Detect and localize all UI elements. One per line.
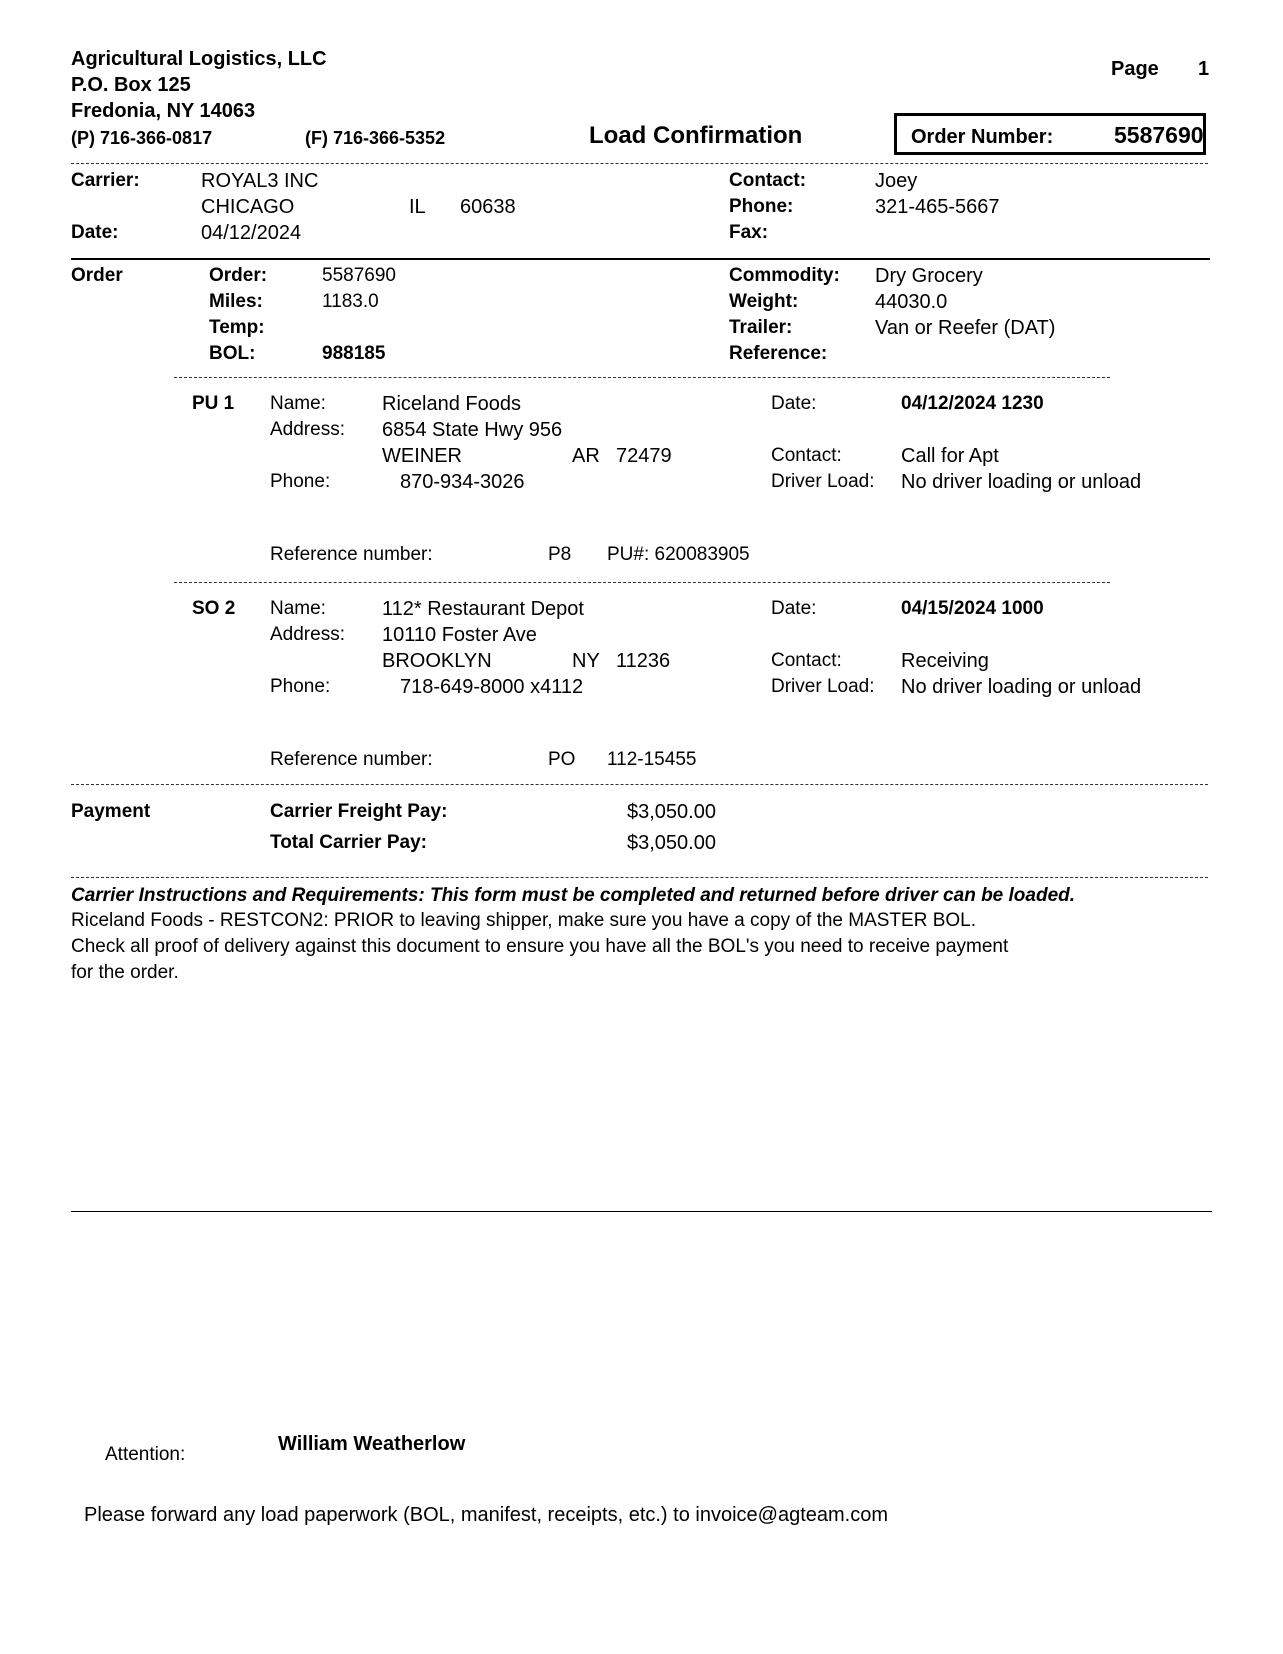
stop-date: 04/15/2024 1000	[901, 598, 1044, 619]
carrier-contact: Joey	[875, 170, 918, 192]
total-carrier-pay-label: Total Carrier Pay:	[270, 832, 427, 853]
stop-contact: Receiving	[901, 650, 989, 672]
stop-state: NY	[572, 650, 600, 672]
order-label: Order:	[209, 265, 268, 286]
document-title: Load Confirmation	[589, 122, 803, 149]
stop-reference-label: Reference number:	[270, 749, 433, 770]
reference-label: Reference:	[729, 343, 828, 364]
stop-phone: 718-649-8000 x4112	[400, 676, 584, 698]
instructions-line-2: Check all proof of delivery against this document to ensure you have all the BOL's you need to receive payment	[71, 936, 1009, 957]
stop-zip: 11236	[616, 650, 671, 672]
stop-code: SO 2	[192, 598, 236, 619]
stop-reference-type: P8	[548, 544, 572, 565]
page-label: Page	[1111, 58, 1159, 80]
payment-divider	[71, 877, 1208, 878]
stop-driver-load-label: Driver Load:	[771, 471, 875, 492]
carrier-label: Carrier:	[71, 170, 140, 191]
signature-line	[71, 1211, 1212, 1212]
carrier-city: CHICAGO	[201, 196, 295, 218]
stop-driver-load-label: Driver Load:	[771, 676, 875, 697]
miles-label: Miles:	[209, 291, 263, 312]
stops-end-divider	[71, 784, 1208, 785]
stop-reference-label: Reference number:	[270, 544, 433, 565]
stop-address-label: Address:	[270, 419, 345, 440]
stop-city: BROOKLYN	[382, 650, 492, 672]
stop-phone-label: Phone:	[270, 471, 331, 492]
temp-label: Temp:	[209, 317, 265, 338]
company-po-box: P.O. Box 125	[71, 74, 191, 96]
stop-reference-type: PO	[548, 749, 576, 770]
order-number-box	[894, 113, 1206, 155]
stop-reference-value: 112-15455	[607, 749, 697, 770]
carrier-date-label: Date:	[71, 222, 119, 243]
stop-divider	[174, 582, 1110, 583]
stop-zip: 72479	[616, 445, 672, 467]
order-divider	[174, 377, 1110, 378]
order-section-label: Order	[71, 265, 123, 286]
stop-contact: Call for Apt	[901, 445, 999, 467]
company-city: Fredonia, NY 14063	[71, 100, 256, 122]
carrier-name: ROYAL3 INC	[201, 170, 319, 192]
stop-contact-label: Contact:	[771, 445, 842, 466]
stop-street: 10110 Foster Ave	[382, 624, 537, 646]
stop-phone: 870-934-3026	[400, 471, 525, 493]
page-number: 1	[1198, 58, 1210, 80]
stop-contact-label: Contact:	[771, 650, 842, 671]
weight-label: Weight:	[729, 291, 799, 312]
instructions-heading: Carrier Instructions and Requirements: This form must be completed and returned before driver can be loaded.	[71, 885, 1076, 906]
carrier-fax-label: Fax:	[729, 222, 769, 243]
stop-date-label: Date:	[771, 598, 817, 619]
stop-name: 112* Restaurant Depot	[382, 598, 584, 620]
company-phone: (P) 716-366-0817	[71, 128, 213, 148]
header-divider	[71, 163, 1208, 164]
bol-value: 988185	[322, 343, 386, 364]
carrier-freight-pay-value: $3,050.00	[627, 801, 716, 823]
stop-address-label: Address:	[270, 624, 345, 645]
carrier-freight-pay-label: Carrier Freight Pay:	[270, 801, 448, 822]
stop-date: 04/12/2024 1230	[901, 393, 1044, 414]
carrier-divider	[71, 258, 1210, 260]
stop-date-label: Date:	[771, 393, 817, 414]
stop-name-label: Name:	[270, 393, 326, 414]
instructions-line-1: Riceland Foods - RESTCON2: PRIOR to leaving shipper, make sure you have a copy of the MASTER BOL.	[71, 910, 977, 931]
company-fax: (F) 716-366-5352	[305, 128, 446, 148]
bol-label: BOL:	[209, 343, 256, 364]
trailer-label: Trailer:	[729, 317, 793, 338]
carrier-zip: 60638	[460, 196, 516, 218]
company-name: Agricultural Logistics, LLC	[71, 48, 327, 70]
attention-name: William Weatherlow	[278, 1433, 466, 1455]
carrier-state: IL	[409, 196, 426, 218]
stop-phone-label: Phone:	[270, 676, 331, 697]
carrier-date: 04/12/2024	[201, 222, 302, 244]
carrier-phone: 321-465-5667	[875, 196, 1000, 218]
stop-driver-load: No driver loading or unload	[901, 471, 1142, 493]
carrier-contact-label: Contact:	[729, 170, 807, 191]
instructions-line-3: for the order.	[71, 962, 179, 983]
stop-street: 6854 State Hwy 956	[382, 419, 563, 441]
stop-reference-value: PU#: 620083905	[607, 544, 750, 565]
carrier-phone-label: Phone:	[729, 196, 794, 217]
order-number-value: 5587690	[1114, 122, 1204, 148]
miles-value: 1183.0	[322, 291, 379, 312]
stop-state: AR	[572, 445, 600, 467]
total-carrier-pay-value: $3,050.00	[627, 832, 716, 854]
commodity-label: Commodity:	[729, 265, 840, 286]
attention-label: Attention:	[105, 1444, 186, 1465]
payment-label: Payment	[71, 801, 151, 822]
stop-city: WEINER	[382, 445, 462, 467]
weight-value: 44030.0	[875, 291, 948, 313]
stop-name-label: Name:	[270, 598, 326, 619]
stop-name: Riceland Foods	[382, 393, 521, 415]
trailer-value: Van or Reefer (DAT)	[875, 317, 1056, 339]
forward-note: Please forward any load paperwork (BOL, manifest, receipts, etc.) to invoice@agteam.com	[84, 1504, 888, 1526]
order-value: 5587690	[322, 265, 396, 286]
stop-driver-load: No driver loading or unload	[901, 676, 1142, 698]
commodity-value: Dry Grocery	[875, 265, 983, 287]
order-number-label: Order Number:	[911, 126, 1054, 148]
stop-code: PU 1	[192, 393, 235, 414]
